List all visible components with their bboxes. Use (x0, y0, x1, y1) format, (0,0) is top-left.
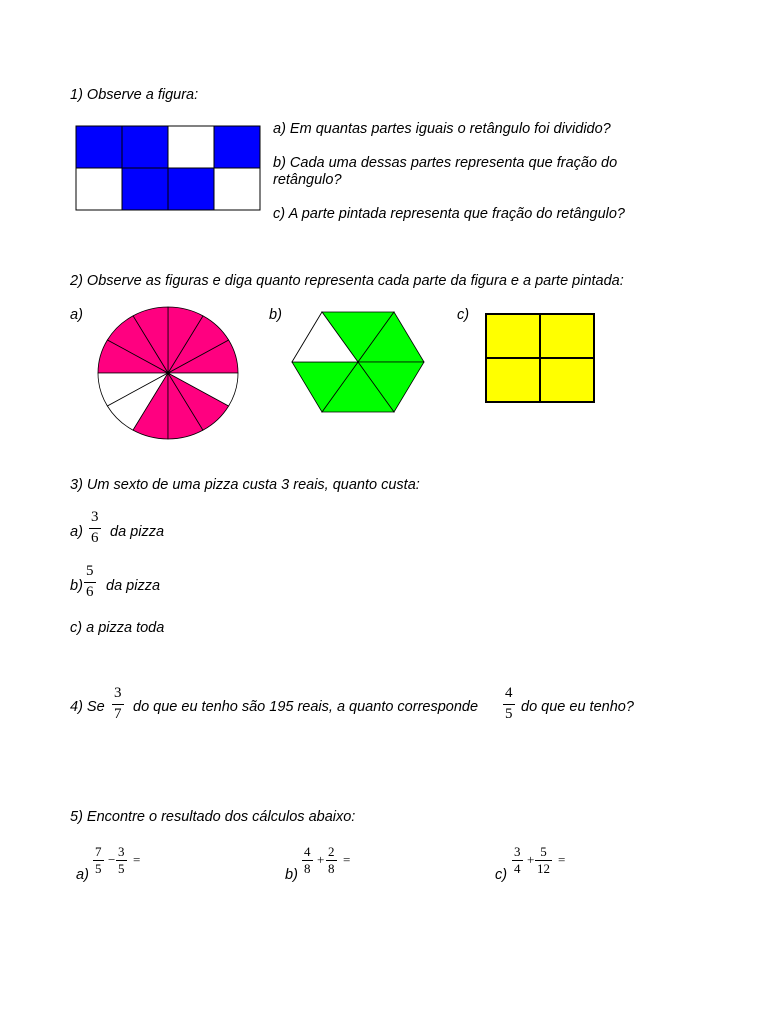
q5-c-fraction-2 (535, 845, 552, 875)
q1-question-c: c) A parte pintada representa que fração do retângulo? (273, 206, 625, 222)
q3-b-fraction (84, 564, 96, 600)
rectangle-cell (214, 168, 260, 210)
q2-label-a: a) (70, 307, 83, 323)
denominator: 5 (505, 706, 513, 722)
q5-b-label: b) (285, 867, 298, 883)
divided-rectangle (75, 125, 261, 213)
q4-prefix: 4) Se (70, 699, 105, 715)
denominator: 8 (304, 861, 311, 876)
numerator: 3 (114, 685, 122, 701)
q2-heading: 2) Observe as figuras e diga quanto representa cada parte da figura e a parte pintada: (70, 273, 624, 289)
q5-a-equals: = (133, 852, 141, 867)
denominator: 6 (86, 584, 94, 600)
rectangle-cell (76, 168, 122, 210)
q3-a-text: da pizza (110, 524, 165, 540)
q5-a-fraction-1 (93, 845, 104, 875)
fraction-bar (89, 528, 101, 529)
denominator: 12 (537, 861, 550, 876)
numerator: 7 (95, 844, 102, 859)
rectangle-cell (214, 126, 260, 168)
square-cell (486, 314, 540, 358)
rectangle-cell (168, 126, 214, 168)
square-cell (486, 358, 540, 402)
pizza-circle-figure (96, 305, 242, 441)
q1-question-a: a) Em quantas partes iguais o retângulo foi dividido? (273, 121, 611, 137)
q1-question-b-line1: b) Cada uma dessas partes representa que fração do (273, 155, 618, 171)
q5-b-fraction-1 (302, 845, 313, 875)
fraction-bar (503, 704, 515, 705)
q3-b-text: da pizza (106, 578, 161, 594)
q5-a-operator: − (108, 852, 116, 867)
q3-c: c) a pizza toda (70, 620, 165, 636)
q1-question-b-line2: retângulo? (273, 172, 342, 188)
numerator: 3 (514, 844, 521, 859)
q3-heading: 3) Um sexto de uma pizza custa 3 reais, quanto custa: (70, 477, 420, 493)
square-figure (485, 313, 595, 403)
fraction-bar (84, 582, 96, 583)
numerator: 3 (91, 509, 99, 525)
square-cell (540, 314, 594, 358)
numerator: 3 (118, 844, 125, 859)
hexagon-figure (289, 310, 429, 414)
numerator: 2 (328, 844, 335, 859)
q2-label-c: c) (457, 307, 470, 323)
q5-a-fraction-2 (116, 845, 127, 875)
q5-a-label: a) (76, 867, 89, 883)
q3-a-label: a) (70, 524, 83, 540)
square-cell (540, 358, 594, 402)
q4-suffix: do que eu tenho? (521, 699, 634, 715)
q5-heading: 5) Encontre o resultado dos cálculos abaixo: (70, 809, 356, 825)
denominator: 5 (118, 861, 125, 876)
denominator: 6 (91, 530, 99, 546)
rectangle-cell (168, 168, 214, 210)
denominator: 4 (514, 861, 521, 876)
q4-middle-text: do que eu tenho são 195 reais, a quanto corresponde (133, 699, 479, 715)
numerator: 5 (540, 844, 547, 859)
denominator: 5 (95, 861, 102, 876)
rectangle-cell (122, 168, 168, 210)
rectangle-cell (76, 126, 122, 168)
q5-b-fraction-2 (326, 845, 337, 875)
q1-heading: 1) Observe a figura: (70, 87, 199, 103)
q3-a-fraction (89, 510, 101, 546)
numerator: 4 (304, 844, 311, 859)
denominator: 7 (114, 706, 122, 722)
q4-fraction-1 (112, 686, 124, 722)
numerator: 4 (505, 685, 513, 701)
q2-label-b: b) (269, 307, 282, 323)
q5-c-operator: + (527, 852, 535, 867)
q5-c-label: c) (495, 867, 508, 883)
numerator: 5 (86, 563, 94, 579)
q5-c-fraction-1 (512, 845, 523, 875)
fraction-bar (112, 704, 124, 705)
q5-c-equals: = (558, 852, 566, 867)
q5-b-operator: + (317, 852, 325, 867)
q3-b-label: b) (70, 578, 83, 594)
denominator: 8 (328, 861, 335, 876)
q5-b-equals: = (343, 852, 351, 867)
q4-fraction-2 (503, 686, 515, 722)
rectangle-cell (122, 126, 168, 168)
